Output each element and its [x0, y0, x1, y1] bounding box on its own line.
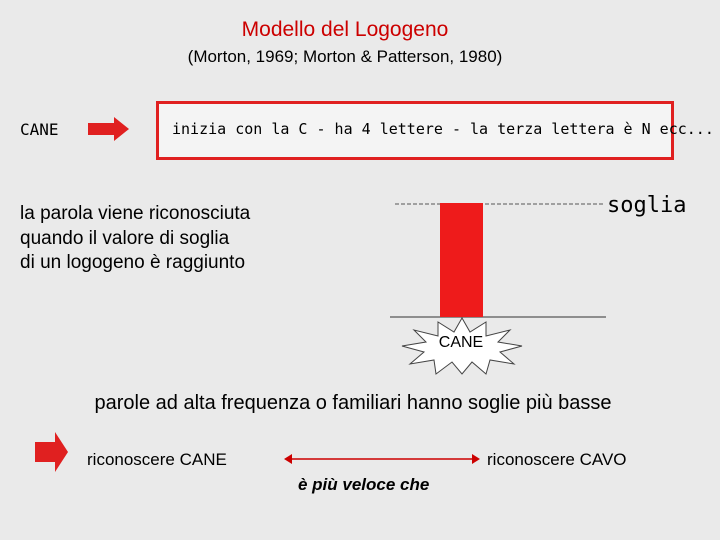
input-word: CANE [20, 120, 59, 139]
recognize-cavo: riconoscere CAVO [487, 450, 627, 469]
burst-word: CANE [438, 334, 484, 351]
logogen-diagram [380, 190, 620, 330]
threshold-label: soglia [607, 193, 687, 218]
page-title: Modello del Logogeno [241, 18, 449, 41]
comparison-text: è più veloce che [298, 475, 430, 494]
right-arrow-icon [88, 117, 130, 141]
description-line-2: quando il valore di soglia [20, 227, 230, 249]
recognize-cane: riconoscere CANE [87, 450, 227, 469]
description-line-1: la parola viene riconosciuta [20, 203, 251, 224]
threshold-description [20, 202, 350, 276]
frequency-statement: parole ad alta frequenza o familiari hanno soglie più basse [94, 392, 612, 414]
logogen-bar [440, 203, 483, 317]
features-text: inizia con la C - ha 4 lettere - la terza lettera è N ecc... [172, 120, 714, 138]
description-line-3: di un logogeno è raggiunto [20, 252, 246, 273]
page-subtitle: (Morton, 1969; Morton & Patterson, 1980) [187, 47, 503, 66]
right-arrow-icon [35, 432, 69, 472]
double-arrow-icon [284, 453, 480, 465]
